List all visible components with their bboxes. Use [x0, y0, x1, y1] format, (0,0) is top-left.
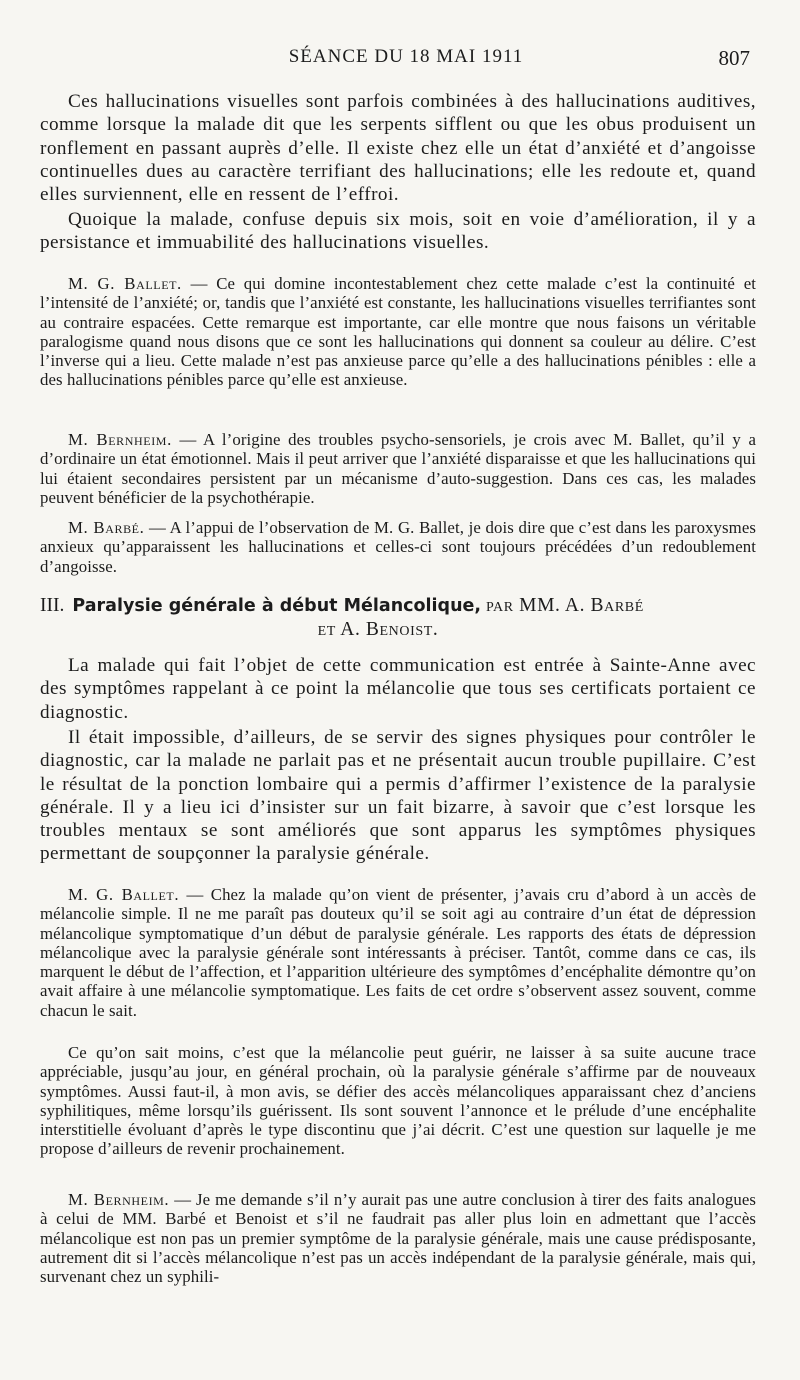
remark-text: — Chez la malade qu’on vient de présenter, j’avais cru d’abord à un accès de mélancolie simple. Il ne me paraît pas douteux qu’il se soit agi au contraire d’un état de dépression mélancolique symptomatique d’un début de paralysie générale. Les rapports des états de dépression mélancolique avec la paralysie générale sont intéressants à préciser. Tantôt, comme dans ce cas, ils marquent le début de l’affection, et l’apparition ultérieure des symptômes d’encéphalite démontre qu’on avait affaire à une mélancolie symptomatique. Les faits de cet ordre s’observent assez souvent, comme chacun le sait.: [40, 885, 756, 1020]
section-authors-line1: par MM. A. Barbé: [485, 595, 644, 616]
intro-paragraph-1: Ces hallucinations visuelles sont parfois combinées à des hallucinations auditives, comme lorsque la malade dit que les serpents sifflent ou que les obus produisent un ronflement en passant auprès d’elle. Il existe chez elle un état d’anxiété et d’angoisse continuelles dues au caractère terrifiant des hallucinations; elle les redoute et, quand elles surviennent, elle en ressent de l’effroi.: [40, 91, 756, 206]
remark-ballet-2-continued: Ce qu’on sait moins, c’est que la mélancolie peut guérir, ne laisser à sa suite aucune trace appréciable, jusqu’au jour, en général prochain, où la paralysie générale s’affirme par de nouveaux symptômes. Aussi faut-il, à mon avis, se défier des accès mélancoliques apparaissant chez d’anciens syphilitiques, même lorsqu’ils guérissent. Ils sont souvent l’annonce et le prélude d’une encéphalite interstitielle évoluant d’après le type discontinu que j’ai décrit. C’est une question sur laquelle je me propose d’ailleurs de revenir prochainement.: [40, 1043, 756, 1159]
page-header: [62, 46, 750, 74]
section-number: III.: [40, 595, 65, 616]
section-title: Paralysie générale à début Mélancolique,: [72, 596, 482, 616]
remark-text: — Ce qui domine incontestablement chez cette malade c’est la continuité et l’intensité de l’anxiété; or, tandis que l’anxiété est constante, les hallucinations visuelles terrifiantes sont au contraire espacées. Cette remarque est importante, car elle montre que nous faisons un véritable paralogisme quand nous disons que ce sont les hallucinations qui donnent sa couleur au délire. C’est l’inverse qui a lieu. Cette malade n’est pas anxieuse parce qu’elle a des hallucinations pénibles : elle a des hallucinations pénibles parce qu’elle est anxieuse.: [40, 274, 757, 390]
intro-paragraph-2: Quoique la malade, confuse depuis six mois, soit en voie d’amélioration, il y a persistance et immuabilité des hallucinations visuelles.: [40, 209, 756, 254]
remark-ballet-1: [40, 274, 756, 390]
remark-bernheim-1: [40, 430, 756, 507]
speaker-name: M. Barbé.: [68, 518, 145, 537]
page-number: 807: [718, 46, 750, 70]
section-authors-line2: et A. Benoist.: [317, 619, 439, 640]
speaker-name: M. G. Ballet.: [68, 274, 182, 293]
remark-text: — A l’origine des troubles psycho-sensoriels, je crois avec M. Ballet, qu’il y a d’ordinaire un état émotionnel. Mais il peut arriver que l’anxiété disparaisse et que les hallucinations qui lui étaient secondaires persistent par un mécanisme d’auto-suggestion. Dans ces cas, les malades peuvent bénéficier de la psychothérapie.: [40, 430, 756, 507]
body-paragraph-2: Il était impossible, d’ailleurs, de se servir des signes physiques pour contrôler le diagnostic, car la malade ne parlait pas et ne présentait aucun trouble pupillaire. C’est le résultat de la ponction lombaire qui a permis d’affirmer l’existence de la paralysie générale. Il y a lieu ici d’insister sur un fait bizarre, à savoir que c’est lorsque les troubles mentaux se sont améliorés que sont apparus les symptômes physiques permettant de soupçonner la paralysie générale.: [40, 727, 756, 865]
speaker-name: M. Bernheim.: [68, 1190, 170, 1209]
remark-barbe: [40, 518, 756, 576]
body-paragraph-1: La malade qui fait l’objet de cette communication est entrée à Sainte-Anne avec des symptômes rappelant à ce point la mélancolie que tous ses certificats portaient ce diagnostic.: [40, 655, 756, 723]
running-title: SÉANCE DU 18 MAI 1911: [288, 46, 524, 67]
section-heading: [40, 594, 756, 642]
speaker-name: M. G. Ballet.: [68, 885, 180, 904]
remark-bernheim-2: [40, 1190, 756, 1286]
remark-ballet-2: [40, 885, 756, 1020]
remark-text: — A l’appui de l’observation de M. G. Ballet, je dois dire que c’est dans les paroxysmes anxieux qu’apparaissent les hallucinations et celles-ci sont toujours précédées d’un redoublement d’angoisse.: [40, 518, 757, 576]
speaker-name: M. Bernheim.: [68, 430, 172, 449]
remark-text: — Je me demande s’il n’y aurait pas une autre conclusion à tirer des faits analogues à celui de MM. Barbé et Benoist et s’il ne faudrait pas aller plus loin en admettant que l’accès mélancolique est non pas un premier symptôme de la paralysie générale, mais une cause prédisposante, autrement dit si l’accès mélancolique n’est pas un accès indépendant de la paralysie générale, mais qui, survenant chez un syphili-: [40, 1190, 756, 1287]
